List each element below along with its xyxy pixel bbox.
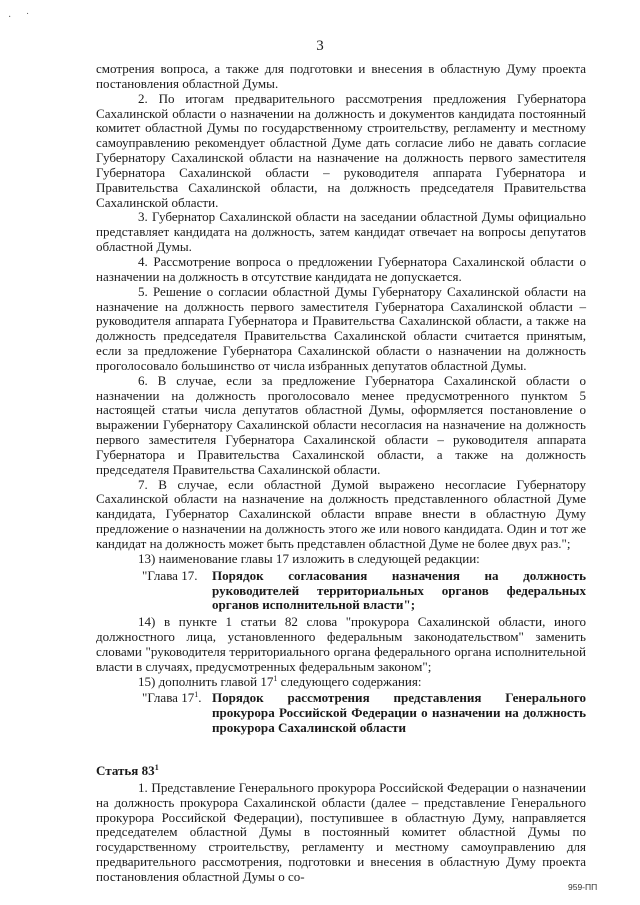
- chapter-17-title: Порядок согласования назначения на должность руководителей территориальных органов федеральных органов исполнительной власти";: [212, 567, 586, 613]
- paragraph-item-2: 2. По итогам предварительного рассмотрения предложения Губернатора Сахалинской области о назначении на должность и документов кандидата постоянный комитет областной Думы по государственному строительству, регламенту и местному самоуправлению рекомендует областной Думе дать согласие либо не давать согласие Губернатору Сахалинской области на назначение на должность первого заместителя Губернатора Сахалинской области – руководителя аппарата Губернатора и Правительства Сахалинской области, на должность председателя Правительства Сахалинской области.: [96, 90, 586, 210]
- chapter-17-label: "Глава 17.: [142, 567, 198, 583]
- chapter-17-heading-block: [96, 569, 586, 614]
- paragraph-item-4: 4. Рассмотрение вопроса о предложении Губернатора Сахалинской области о назначении на должность в отсутствие кандидата не допускается.: [96, 253, 586, 284]
- article-83-1-title: Статья $83^1$: [96, 762, 159, 778]
- paragraph-item-6: 6. В случае, если за предложение Губернатора Сахалинской области о назначении на должность проголосовало менее предусмотренного пунктом 5 настоящей статьи числа депутатов областной Думы, оформляется постановление о выражении Губернатору Сахалинской области несогласия на назначение на должность первого заместителя Губернатора Сахалинской области – руководителя аппарата Губернатора и Правительства Сахалинской области, а также на должность председателя Правительства Сахалинской области.: [96, 372, 586, 477]
- corner-scan-mark: · ˙: [8, 12, 36, 23]
- chapter-17-1-heading-block: [96, 691, 586, 736]
- document-body: [96, 62, 586, 885]
- footer-document-code: 959-ПП: [568, 882, 598, 892]
- chapter-17-1-title: Порядок рассмотрения представления Генерального прокурора Российской Федерации о назначении на должность прокурора Сахалинской области: [212, 690, 586, 736]
- amendment-14: 14) в пункте 1 статьи 82 слова "прокурора Сахалинской области, иного должностного лица, установленного федеральным законодательством" заменить словами "руководителя территориального органа федерального органа исполнительной власти в случаях, предусмотренных федеральным законом";: [96, 614, 586, 674]
- amendment-15: 15) дополнить главой $17^1$ следующего содержания:: [138, 673, 422, 689]
- paragraph-item-3: 3. Губернатор Сахалинской области на заседании областной Думы официально представляет кандидата на должность, затем кандидат отвечает на вопросы депутатов областной Думы.: [96, 209, 586, 255]
- article-83-1-paragraph-1: 1. Представление Генерального прокурора Российской Федерации о назначении на должность прокурора Сахалинской области (далее – представление Генерального прокурора Российской Федерации), поступившее в областную Думу, направляется председателем областной Думы в постоянный комитет областной Думы по государственному строительству, регламенту и местному самоуправлению для предварительного рассмотрения, подготовки и внесения в областную Думу проекта постановления областной Думы о со-: [96, 779, 586, 884]
- paragraph-item-5: 5. Решение о согласии областной Думы Губернатору Сахалинской области на назначение на должность первого заместителя Губернатора Сахалинской области – руководителя аппарата Губернатора и Правительства Сахалинской области, а также на должность председателя Правительства Сахалинской области считается принятым, если за предложение Губернатора Сахалинской области о назначении на должность проголосовало большинство от числа избранных депутатов областной Думы.: [96, 283, 586, 373]
- amendment-13: 13) наименование главы 17 изложить в следующей редакции:: [138, 550, 480, 566]
- chapter-17-1-label: "Глава $17^1$.: [142, 690, 202, 706]
- paragraph-item-7: 7. В случае, если областной Думой выражено несогласие Губернатору Сахалинской области на назначение на должность представленного областной Думе кандидата, Губернатор Сахалинской области вправе внести в областную Думу предложение о назначении на должность этого же или нового кандидата. Один и тот же кандидат на должность может быть представлен областной Думе не более двух раз.";: [96, 476, 586, 551]
- paragraph-continuation: смотрения вопроса, а также для подготовки и внесения в областную Думу проекта постановления областной Думы.: [96, 61, 586, 91]
- page-number: 3: [316, 38, 324, 54]
